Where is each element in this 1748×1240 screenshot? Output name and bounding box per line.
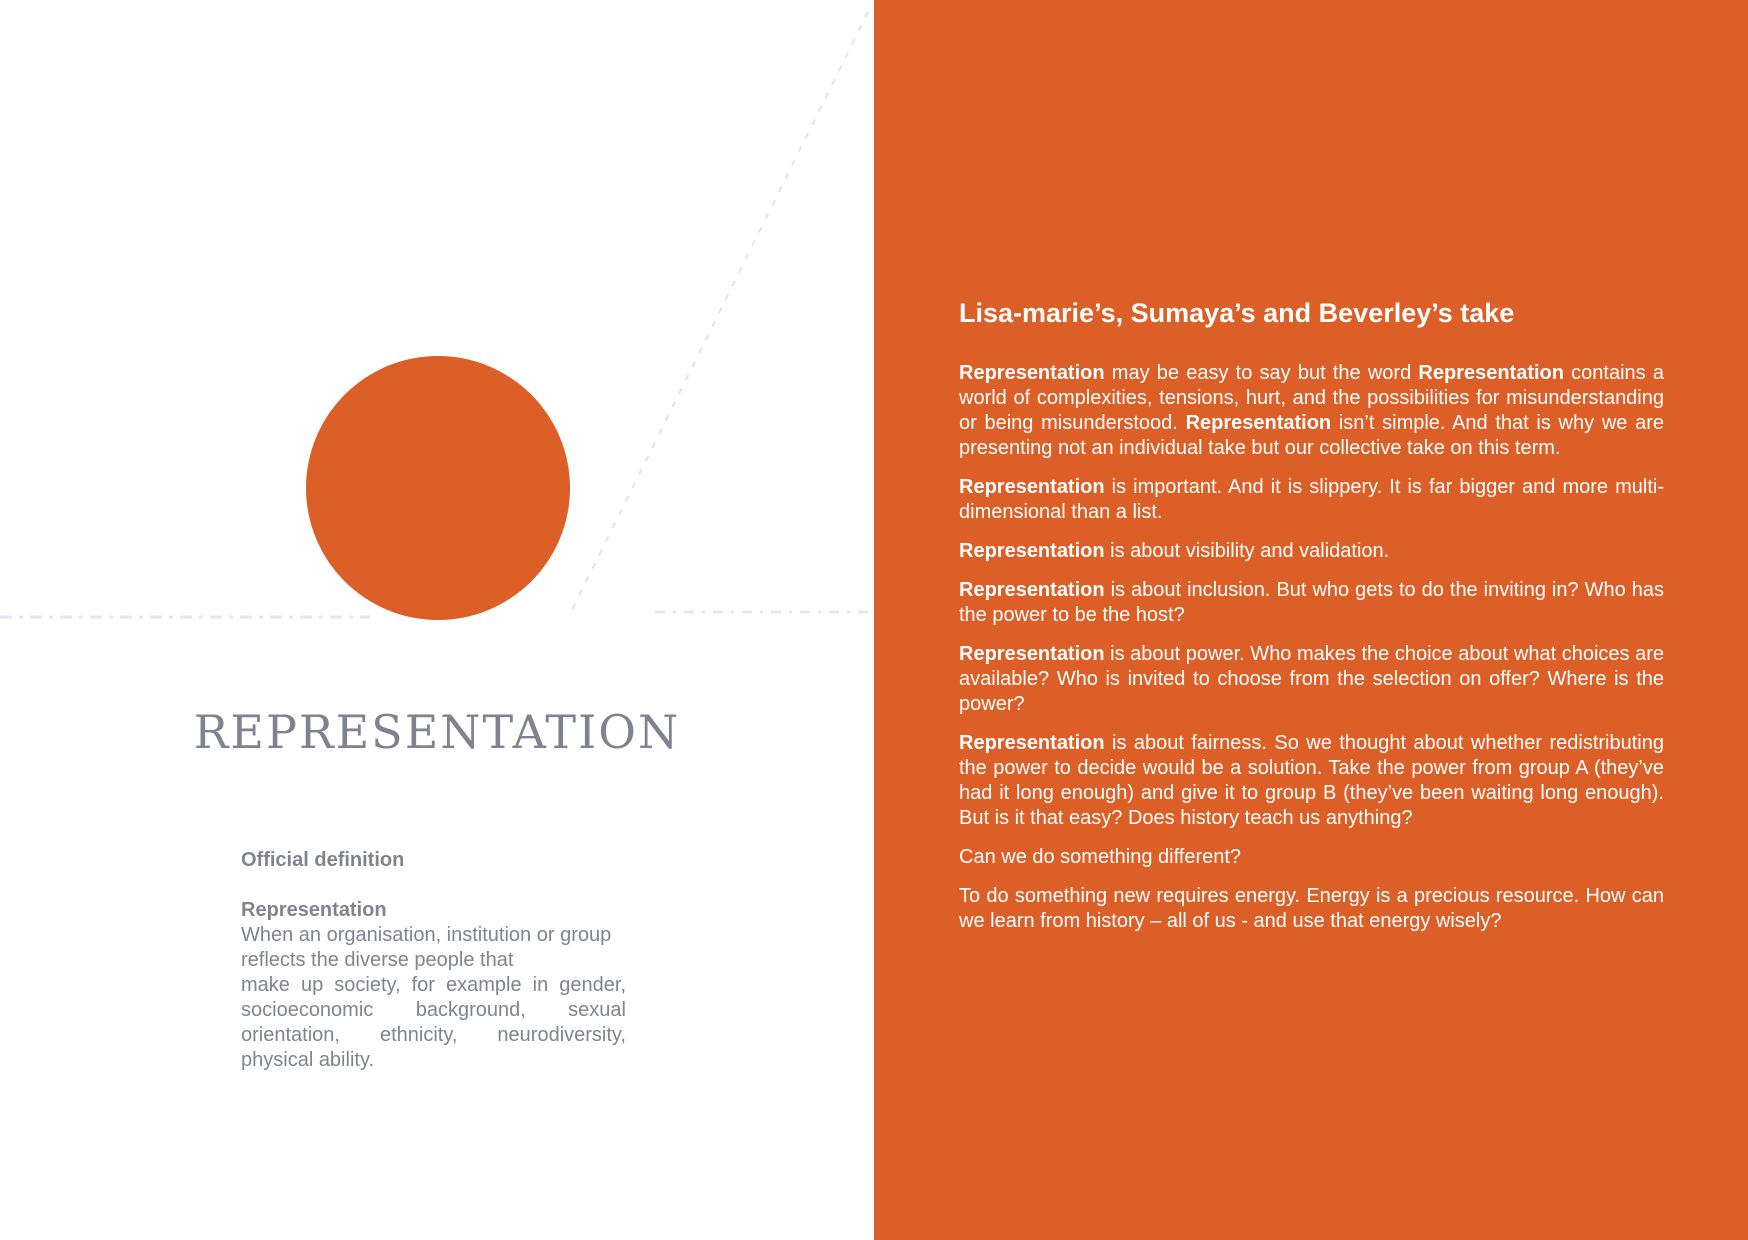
take-paragraph-5: Representation is about power. Who makes the choice about what choices are available? Who is invited to choose from the selection on offer? Where is the power?: [959, 643, 1664, 715]
take-heading: Lisa-marie’s, Sumaya’s and Beverley’s take: [959, 298, 1515, 328]
take-paragraph-2: Representation is important. And it is slippery. It is far bigger and more multi-dimensional than a list.: [959, 476, 1664, 523]
keyword: Representation: [959, 579, 1105, 601]
take-paragraph-1: Representation may be easy to say but the word Representation contains a world of complexities, tensions, hurt, and the possibilities for misunderstanding or being misunderstood. Representation isn’t simple. And that is why we are presenting not an individual take but our collective take on this term.: [959, 362, 1664, 459]
keyword: Representation: [1185, 412, 1332, 434]
keyword: Representation: [959, 362, 1105, 384]
definition-term: Representation: [241, 899, 387, 921]
definition-text-2: make up society, for example in gender, socioeconomic background, sexual orientation, ethnicity, neurodiversity, physical ability.: [241, 974, 626, 1071]
take-paragraph-8: To do something new requires energy. Energy is a precious resource. How can we learn from history – all of us - and use that energy wisely?: [959, 885, 1664, 932]
take-paragraph-6: Representation is about fairness. So we thought about whether redistributing the power to decide would be a solution. Take the power from group A (they’ve had it long enough) and give it to group B (they’ve been waiting long enough). But is it that easy? Does history teach us anything?: [959, 732, 1664, 829]
keyword: Representation: [959, 643, 1105, 665]
take-paragraph-4: Representation is about inclusion. But who gets to do the inviting in? Who has the power to be the host?: [959, 579, 1664, 626]
diagonal-dotted-line: [570, 12, 868, 614]
orange-circle-icon: [306, 356, 570, 620]
keyword: Representation: [959, 732, 1105, 754]
keyword: Representation: [959, 540, 1105, 562]
take-paragraph-3: Representation is about visibility and validation.: [959, 540, 1390, 562]
page-title: REPRESENTATION: [193, 705, 681, 759]
definition-text-1: When an organisation, institution or group reflects the diverse people that: [241, 924, 612, 971]
collective-take: [959, 296, 1664, 948]
keyword: Representation: [1418, 362, 1564, 384]
take-paragraph-7: Can we do something different?: [959, 846, 1242, 868]
official-definition: [241, 848, 626, 1073]
definition-label: Official definition: [241, 849, 405, 871]
keyword: Representation: [959, 476, 1105, 498]
